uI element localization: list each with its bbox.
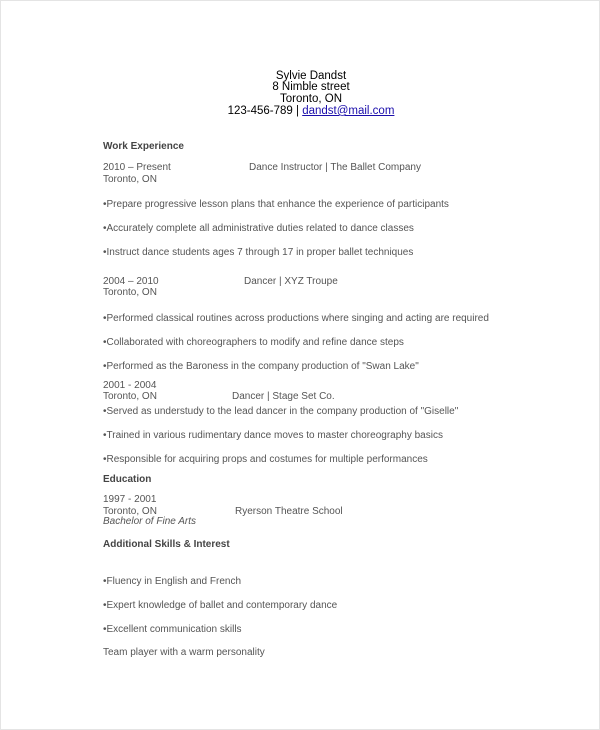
skill-item: •Excellent communication skills — [103, 624, 242, 635]
contact-line — [1, 105, 600, 117]
skill-item: Team player with a warm personality — [103, 647, 265, 658]
job-title: Dancer | XYZ Troupe — [244, 276, 338, 287]
education-school: Ryerson Theatre School — [235, 506, 343, 517]
city: Toronto, ON — [280, 93, 342, 105]
job-location: Toronto, ON — [103, 174, 157, 185]
job-title: Dance Instructor | The Ballet Company — [249, 162, 421, 173]
job-bullet: •Accurately complete all administrative duties related to dance classes — [103, 223, 414, 234]
job-bullet: •Performed classical routines across productions where singing and acting are required — [103, 313, 489, 324]
candidate-name: Sylvie Dandst — [275, 70, 347, 82]
skill-item: •Expert knowledge of ballet and contemporary dance — [103, 600, 338, 611]
skill-item: •Fluency in English and French — [103, 576, 242, 587]
job-bullet: •Collaborated with choreographers to modify and refine dance steps — [103, 337, 404, 348]
job-bullet: •Served as understudy to the lead dancer in the company production of "Giselle" — [103, 406, 459, 417]
job-bullet: •Instruct dance students ages 7 through 17 in proper ballet techniques — [103, 247, 414, 258]
job-bullet: •Trained in various rudimentary dance moves to master choreography basics — [103, 430, 443, 441]
street-address: 8 Nimble street — [272, 81, 350, 93]
separator: | — [296, 105, 299, 117]
phone: 123-456-789 — [227, 105, 293, 117]
job-dates: 2004 – 2010 — [103, 276, 159, 287]
job-title: Dancer | Stage Set Co. — [232, 391, 335, 402]
education-degree: Bachelor of Fine Arts — [103, 516, 197, 527]
email-link[interactable]: dandst@mail.com — [302, 105, 395, 117]
job-location: Toronto, ON — [103, 391, 157, 402]
job-location: Toronto, ON — [103, 287, 157, 298]
job-bullet: •Prepare progressive lesson plans that enhance the experience of participants — [103, 199, 449, 210]
education-location: Toronto, ON — [103, 506, 157, 517]
job-bullet: •Performed as the Baroness in the company production of "Swan Lake" — [103, 361, 419, 372]
work-experience-heading: Work Experience — [103, 141, 184, 152]
education-heading: Education — [103, 474, 152, 485]
education-dates: 1997 - 2001 — [103, 494, 157, 505]
job-dates: 2001 - 2004 — [103, 380, 157, 391]
skills-heading: Additional Skills & Interest — [103, 539, 230, 550]
job-bullet: •Responsible for acquiring props and costumes for multiple performances — [103, 454, 428, 465]
job-dates: 2010 – Present — [103, 162, 171, 173]
